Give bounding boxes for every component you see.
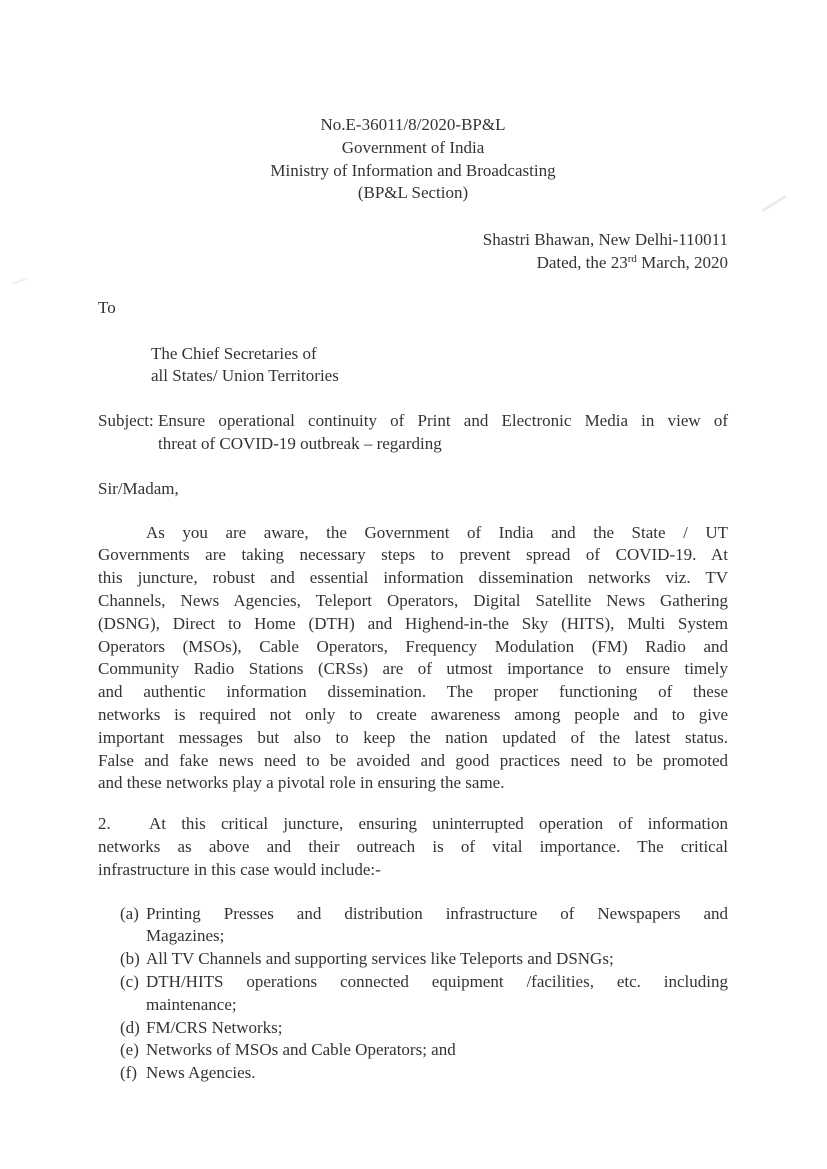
list-item-line: maintenance; <box>146 994 237 1014</box>
paragraph-line: As you are aware, the Government of India and the State / UT <box>146 522 728 542</box>
government-name: Government of India <box>341 137 485 157</box>
list-item <box>120 948 728 971</box>
body-paragraphs <box>98 522 728 882</box>
paragraph-line: Channels, News Agencies, Teleport Operators, Digital Satellite News Gathering <box>98 590 728 610</box>
subject-label: Subject: <box>98 411 154 431</box>
place-line: Shastri Bhawan, New Delhi-110011 <box>482 230 728 250</box>
list-item <box>120 971 728 1017</box>
infrastructure-list <box>120 903 728 1085</box>
list-item-line: Printing Presses and distribution infrastructure of Newspapers and <box>146 903 728 923</box>
scan-artifact <box>761 195 786 212</box>
list-item <box>120 1039 728 1062</box>
paragraph-number: 2. <box>98 814 111 834</box>
list-item <box>120 1062 728 1085</box>
subject-block <box>98 410 728 456</box>
recipient-line: all States/ Union Territories <box>151 366 339 386</box>
list-item-label: (b) <box>120 949 140 969</box>
letterhead <box>98 114 728 205</box>
list-item-label: (d) <box>120 1017 140 1037</box>
paragraph <box>98 813 728 881</box>
paragraph <box>98 522 728 796</box>
paragraph-line: networks is required not only to create awareness among people and to give <box>98 704 728 724</box>
paragraph-line: important messages but also to keep the nation updated of the latest status. <box>98 727 728 747</box>
date-ordinal-superscript: rd <box>627 252 637 265</box>
subject-line: Ensure operational continuity of Print and Electronic Media in view of <box>158 411 728 431</box>
paragraph-line: networks as above and their outreach is of vital importance. The critical <box>98 836 728 856</box>
list-item-label: (a) <box>120 903 139 923</box>
list-item-label: (c) <box>120 971 139 991</box>
list-item-line: FM/CRS Networks; <box>146 1017 283 1037</box>
date-line <box>98 252 728 275</box>
place-date-block <box>98 229 728 275</box>
date-prefix: Dated, the <box>536 252 611 272</box>
list-item <box>120 1017 728 1040</box>
list-item-label: (e) <box>120 1040 139 1060</box>
paragraph-line: False and fake news need to be avoided and good practices need to be promoted <box>98 750 728 770</box>
list-item-label: (f) <box>120 1063 137 1083</box>
list-item-line: News Agencies. <box>146 1063 256 1083</box>
paragraph-line: this juncture, robust and essential information dissemination networks viz. TV <box>98 568 728 588</box>
to-label: To <box>98 297 116 317</box>
list-item-line: Networks of MSOs and Cable Operators; and <box>146 1040 456 1060</box>
paragraph-line: (DSNG), Direct to Home (DTH) and Highend-in-the Sky (HITS), Multi System <box>98 613 728 633</box>
subject-lines <box>158 410 728 456</box>
recipient-block <box>151 343 728 389</box>
recipient-line: The Chief Secretaries of <box>151 343 317 363</box>
paragraph-line: Operators (MSOs), Cable Operators, Frequency Modulation (FM) Radio and <box>98 636 728 656</box>
subject-line: threat of COVID-19 outbreak – regarding <box>158 433 442 453</box>
list-item-line: Magazines; <box>146 926 225 946</box>
paragraph-line: and authentic information dissemination. The proper functioning of these <box>98 682 728 702</box>
date-suffix: March, 2020 <box>636 252 728 272</box>
section-name: (BP&L Section) <box>357 183 469 203</box>
paragraph-line: Community Radio Stations (CRSs) are of utmost importance to ensure timely <box>98 659 728 679</box>
reference-number: No.E-36011/8/2020-BP&L <box>320 115 506 134</box>
paragraph-line: Governments are taking necessary steps to prevent spread of COVID-19. At <box>98 545 728 565</box>
paragraph-line: infrastructure in this case would include:- <box>98 859 381 879</box>
date-day: 23 <box>610 252 628 272</box>
list-item <box>120 903 728 949</box>
scan-artifact <box>12 277 28 284</box>
list-item-line: DTH/HITS operations connected equipment /facilities, etc. including <box>146 971 728 991</box>
letter-content <box>98 0 728 1085</box>
paragraph-line: At this critical juncture, ensuring uninterrupted operation of information <box>149 814 728 834</box>
salutation: Sir/Madam, <box>98 478 179 498</box>
list-item-line: All TV Channels and supporting services like Teleports and DSNGs; <box>146 949 614 969</box>
paragraph-line: and these networks play a pivotal role in ensuring the same. <box>98 773 505 793</box>
ministry-name: Ministry of Information and Broadcasting <box>270 160 556 180</box>
